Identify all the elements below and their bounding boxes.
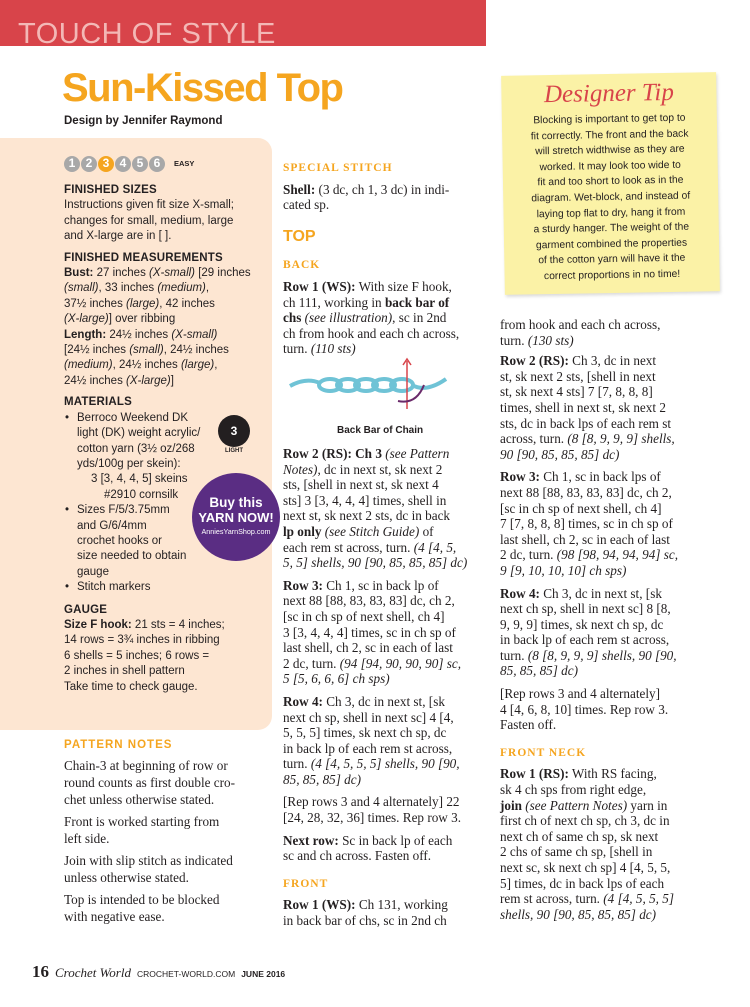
gauge-heading: GAUGE — [64, 603, 108, 616]
buy-yarn-badge[interactable]: Buy this YARN NOW! AnniesYarnShop.com — [192, 473, 280, 561]
banner-text: TOUCH OF STYLE — [18, 18, 276, 50]
right-column — [500, 317, 715, 922]
yarn-weight-label: LIGHT — [225, 448, 243, 454]
front-repeat: [Rep rows 3 and 4 alternately] 4 [4, 6, 8, 10] times. Rep row 3. Fasten off. — [500, 686, 669, 733]
measurements-heading: FINISHED MEASUREMENTS — [64, 251, 223, 264]
designer-tip-box — [501, 72, 720, 295]
front-row-1-cont: from hook and each ch across, turn. (130 sts) — [500, 317, 661, 348]
front-heading: FRONT — [283, 877, 329, 890]
section-banner — [0, 0, 486, 50]
skill-4: 4 — [115, 156, 131, 172]
top-heading: TOP — [283, 227, 316, 245]
middle-column-lower — [283, 446, 488, 929]
front-neck-heading: FRONT NECK — [500, 746, 587, 759]
front-neck-row-1: Row 1 (RS): With RS facing, sk 4 ch sps from right edge, join (see Pattern Notes) yarn in first ch of next ch sp, ch 3, dc in next ch of same ch sp, sk next 2 chs of same ch sp, [shell in next sc, sk next ch sp] 4 [4, 5, 5, 5] times, dc in back lps of each rem st across, turn. (4 [4, 5, 5, 5] shells, 90 [90, 85, 85, 85] dc) — [500, 766, 674, 922]
finished-sizes-heading: FINISHED SIZES — [64, 184, 157, 196]
pattern-notes — [64, 739, 269, 925]
front-row-1: Row 1 (WS): Ch 131, working in back bar of chs, sc in 2nd ch — [283, 897, 448, 929]
front-row-2: Row 2 (RS): Ch 3, dc in next st, sk next 2 sts, [shell in next st, sk next 4 sts] 7 [7, 8, 8, 8] times, shell in next st, sk next 2 sts, dc in back lps of each rem st across, turn. (8 [8, 9, 9, 9] shells, 90 [90, 85, 85, 85] dc) — [500, 353, 675, 462]
special-stitch-text: Shell: (3 dc, ch 1, 3 dc) in indi- cated sp. — [283, 181, 450, 213]
pattern-notes-text: Chain-3 at beginning of row or round counts as first double cro- chet unless otherwise stated. Front is worked starting from left side. Join with slip stitch as indicated unless otherwise stated. Top is intended to be blocked with negative ease. — [64, 758, 236, 924]
skill-3: 3 — [98, 156, 114, 172]
skill-1: 1 — [64, 156, 80, 172]
magazine-issue: JUNE 2016 — [241, 969, 286, 979]
materials-markers: • Stitch markers — [64, 580, 269, 595]
page-number: 16 — [32, 962, 49, 981]
materials-heading: MATERIALS — [64, 396, 133, 409]
skill-2: 2 — [81, 156, 97, 172]
back-row-1: Row 1 (WS): With size F hook, ch 111, working in back bar of chs (see illustration), sc in 2nd ch from hook and each ch across, turn. (110 sts) — [283, 278, 460, 357]
designer-tip-heading: Designer Tip — [543, 78, 675, 109]
back-bar-chain-illustration — [286, 355, 456, 417]
materials-hooks: • Sizes F/5/3.75mm and G/6/4mm crochet hooks or size needed to obtain gauge — [64, 503, 269, 580]
measurements-text: Bust: 27 inches (X-small) [29 inches (small), 33 inches (medium), 37½ inches (large), 42 inches (X-large)] over ribbing Length: 24½ inches (X-small) [24½ inches (small), 24½ inches (medium), 24½ inches (large), 24½ inches (X-large)] — [64, 267, 251, 387]
front-row-4: Row 4: Ch 3, dc in next st, [sk next ch sp, shell in next sc] 8 [8, 9, 9, 9] times, sk next ch sp, dc in back lp of each rem st across, turn. (8 [8, 9, 9, 9] shells, 90 [90, 85, 85, 85] dc) — [500, 585, 677, 679]
front-row-3: Row 3: Ch 1, sc in back lps of next 88 [88, 83, 83, 83] dc, ch 2, [sc in ch sp of next shell, ch 4] 7 [7, 8, 8, 8] times, sc in ch sp of last shell, ch 2, sc in each of last 2 dc, turn. (98 [98, 94, 94, 94] sc, 9 [9, 10, 10, 10] ch sps) — [500, 469, 679, 578]
back-row-2: Row 2 (RS): Ch 3 (see Pattern Notes), dc in next st, sk next 2 sts, [shell in next st, sk next 4 sts] 3 [3, 4, 4, 4] times, shell in next st, sk next 2 sts, dc in back lp only (see Stitch Guide) of each rem st across, turn. (4 [4, 5, 5, 5] shells, 90 [90, 85, 85, 85] dc) — [283, 446, 468, 571]
back-heading: BACK — [283, 259, 321, 272]
magazine-name: Crochet World — [55, 965, 131, 980]
skill-level — [64, 156, 269, 172]
back-repeat: [Rep rows 3 and 4 alternately] 22 [24, 28, 32, 36] times. Rep row 3. — [283, 794, 462, 826]
materials-yarn: • Berroco Weekend DK light (DK) weight acrylic/ cotton yarn (3½ oz/268 yds/100g per skein): 3 [3, 4, 4, 5] skeins #2910 cornsilk — [64, 411, 269, 503]
byline: Design by Jennifer Raymond — [64, 115, 223, 127]
gauge-text: Size F hook: 21 sts = 4 inches; 14 rows = 3¾ inches in ribbing 6 shells = 5 inches; 6 rows = 2 inches in shell pattern Take time to check gauge. — [64, 618, 225, 693]
pattern-title: Sun-Kissed Top — [62, 66, 343, 110]
skill-5: 5 — [132, 156, 148, 172]
back-row-4: Row 4: Ch 3, dc in next st, [sk next ch sp, shell in next sc] 4 [4, 5, 5, 5] times, sk next ch sp, dc in back lp of each rem st across, turn. (4 [4, 5, 5, 5] shells, 90 [90, 85, 85, 85] dc) — [283, 693, 460, 787]
magazine-site: CROCHET-WORLD.COM — [136, 969, 236, 979]
yarn-weight-symbol — [218, 415, 250, 454]
illustration-caption: Back Bar of Chain — [337, 425, 424, 436]
finished-sizes-text: Instructions given fit size X-small; changes for small, medium, large and X-large are in [ ]. — [64, 199, 235, 243]
skill-6: 6 — [149, 156, 165, 172]
back-row-3: Row 3: Ch 1, sc in back lp of next 88 [88, 83, 83, 83] dc, ch 2, [sc in ch sp of next shell, ch 4] 3 [3, 4, 4, 4] times, sc in ch sp of last shell, ch 2, sc in each of last 2 dc, turn. (94 [94, 90, 90, 90] sc, 5 [5, 6, 6, 6] ch sps) — [283, 577, 462, 687]
designer-tip-text: Blocking is important to get top to fit correctly. The front and the back will stretch widthwise as they are worked. It may look too wide to fit and too short to look as in the diagram. Wet-block, and instead of laying top flat to dry, hang it from a sturdy hanger. The weight of the garment combined the properties of the cotton yarn will have it the correct proportions in no time! — [530, 112, 691, 283]
page-footer — [32, 962, 285, 982]
back-next-row: Next row: Sc in back lp of each sc and ch across. Fasten off. — [283, 832, 453, 864]
middle-column — [283, 161, 488, 357]
pattern-notes-heading: PATTERN NOTES — [64, 739, 173, 751]
skill-label: EASY — [174, 159, 195, 169]
yarn-weight-icon: 3 — [218, 415, 250, 447]
special-stitch-heading: SPECIAL STITCH — [283, 162, 393, 174]
